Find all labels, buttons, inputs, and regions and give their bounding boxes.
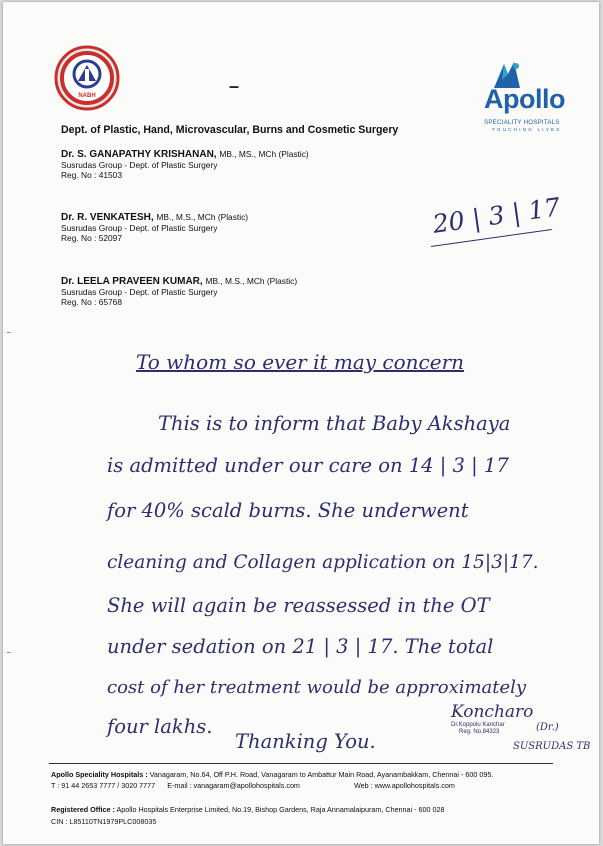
footer-registered-text: Apollo Hospitals Enterprise Limited, No.19, Bishop Gardens, Raja Annamalaipuram, Chennai - 600 028: [114, 805, 445, 814]
letter-line: She will again be reassessed in the OT: [107, 594, 490, 617]
letter-date: 20 | 3 | 17: [430, 192, 562, 239]
doctor-block: [61, 149, 309, 180]
department-title: Dept. of Plastic, Hand, Microvascular, Burns and Cosmetic Surgery: [61, 124, 399, 136]
apollo-subtitle: SPECIALITY HOSPITALS: [484, 119, 560, 126]
doctor-name: [61, 212, 248, 223]
signature: Koncharo: [451, 702, 534, 722]
letter-line: is admitted under our care on 14 | 3 | 17: [107, 454, 509, 477]
doctor-reg: Reg. No : 65768: [61, 297, 122, 307]
doctor-group: Susrudas Group - Dept. of Plastic Surgery: [61, 160, 218, 170]
letter-line: four lakhs.: [107, 715, 213, 738]
footer-address-text: Vanagaram, No.64, Off P.H. Road, Vanagaram to Ambattur Main Road, Ayanambakkam, Chennai - 600 095.: [147, 770, 494, 779]
doctor-name-text: Dr. R. VENKATESH,: [61, 212, 154, 223]
letter-line: for 40% scald burns. She underwent: [107, 499, 469, 522]
doctor-group: Susrudas Group - Dept. of Plastic Surgery: [61, 287, 218, 297]
doctor-block: [61, 276, 297, 307]
footer-divider: [49, 763, 553, 764]
footer-web: Web : www.apollohospitals.com: [353, 781, 455, 790]
doctor-group: Susrudas Group - Dept. of Plastic Surgery: [61, 223, 218, 233]
doctor-reg: Reg. No : 41503: [61, 170, 122, 180]
letter-line: under sedation on 21 | 3 | 17. The total: [107, 635, 494, 658]
footer-email: E-mail : vanagaram@apollohospitals.com: [167, 781, 300, 790]
apollo-logo-text: Apollo: [484, 84, 565, 114]
letter-salutation: To whom so ever it may concern: [136, 350, 465, 374]
letter-page: [3, 2, 599, 844]
doctor-degrees: MB., MS., MCh (Plastic): [219, 149, 309, 159]
doctor-name: [61, 149, 309, 160]
margin-mark: [7, 332, 11, 333]
footer-registered-office: [51, 805, 445, 814]
footer-address: [51, 770, 493, 779]
letter-line: This is to inform that Baby Akshaya: [158, 412, 511, 435]
doctor-name-text: Dr. S. GANAPATHY KRISHANAN,: [61, 149, 217, 160]
header-dash: –: [229, 76, 240, 96]
doctor-reg: Reg. No : 52097: [61, 233, 122, 243]
doctor-degrees: MB., M.S., MCh (Plastic): [205, 276, 298, 286]
footer-cin: CIN : L85110TN1979PLC008035: [51, 817, 157, 826]
nabh-text: NABH: [78, 93, 96, 99]
footer-contact: [51, 781, 455, 790]
doctor-name-text: Dr. LEELA PRAVEEN KUMAR,: [61, 276, 203, 287]
margin-mark: [7, 652, 11, 653]
signature-unit: SUSRUDAS TB: [513, 741, 591, 752]
letter-closing: Thanking You.: [235, 730, 376, 753]
footer-registered-label: Registered Office :: [51, 805, 115, 814]
doctor-degrees: MB., M.S., MCh (Plastic): [156, 212, 249, 222]
signature-title: (Dr.): [536, 722, 559, 733]
doctor-stamp-reg: Reg. No.84323: [459, 729, 500, 735]
letter-line: cleaning and Collagen application on 15|3|17.: [107, 552, 539, 573]
apollo-tagline: TOUCHING LIVES: [492, 127, 562, 132]
footer-phone: T : 91 44 2653 7777 / 3020 7777: [51, 781, 156, 790]
letter-line: cost of her treatment would be approximately: [107, 677, 527, 698]
nabh-seal-icon: [54, 45, 120, 111]
doctor-stamp-name: Dr.Koppolu Kanchar: [451, 722, 505, 728]
doctor-block: [61, 212, 248, 243]
footer-address-label: Apollo Speciality Hospitals :: [51, 770, 148, 779]
doctor-name: [61, 276, 297, 287]
